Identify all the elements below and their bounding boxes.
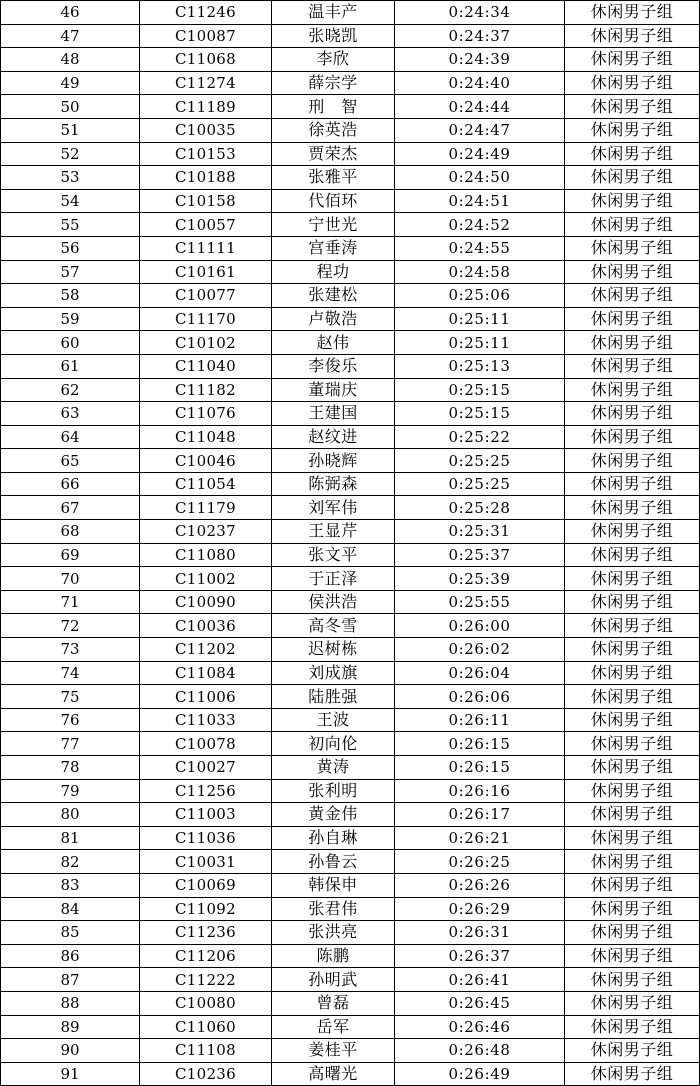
rank-cell: 75 (1, 685, 140, 709)
table-row (1, 236, 700, 260)
finish-time-cell: 0:25:25 (395, 472, 565, 496)
athlete-name-cell: 贾荣杰 (272, 142, 395, 166)
table-row (1, 1, 700, 25)
finish-time-cell: 0:26:00 (395, 614, 565, 638)
rank-cell: 73 (1, 638, 140, 662)
athlete-name-cell: 岳军 (272, 1015, 395, 1039)
table-row (1, 425, 700, 449)
table-row (1, 590, 700, 614)
finish-time-cell: 0:26:04 (395, 661, 565, 685)
bib-number-cell: C10153 (140, 142, 272, 166)
bib-number-cell: C11003 (140, 803, 272, 827)
category-cell: 休闲男子组 (565, 520, 700, 544)
athlete-name-cell: 李欣 (272, 48, 395, 72)
bib-number-cell: C11222 (140, 968, 272, 992)
finish-time-cell: 0:25:39 (395, 567, 565, 591)
category-cell: 休闲男子组 (565, 378, 700, 402)
athlete-name-cell: 赵纹进 (272, 425, 395, 449)
athlete-name-cell: 高曙光 (272, 1062, 395, 1086)
bib-number-cell: C11092 (140, 897, 272, 921)
bib-number-cell: C11006 (140, 685, 272, 709)
category-cell: 休闲男子组 (565, 991, 700, 1015)
finish-time-cell: 0:26:49 (395, 1062, 565, 1086)
bib-number-cell: C11111 (140, 236, 272, 260)
athlete-name-cell: 宫垂涛 (272, 236, 395, 260)
rank-cell: 91 (1, 1062, 140, 1086)
category-cell: 休闲男子组 (565, 331, 700, 355)
bib-number-cell: C11080 (140, 543, 272, 567)
category-cell: 休闲男子组 (565, 449, 700, 473)
category-cell: 休闲男子组 (565, 826, 700, 850)
category-cell: 休闲男子组 (565, 496, 700, 520)
rank-cell: 66 (1, 472, 140, 496)
rank-cell: 87 (1, 968, 140, 992)
bib-number-cell: C11033 (140, 708, 272, 732)
athlete-name-cell: 董瑞庆 (272, 378, 395, 402)
rank-cell: 71 (1, 590, 140, 614)
athlete-name-cell: 侯洪浩 (272, 590, 395, 614)
athlete-name-cell: 刘军伟 (272, 496, 395, 520)
category-cell: 休闲男子组 (565, 803, 700, 827)
rank-cell: 59 (1, 307, 140, 331)
athlete-name-cell: 王建国 (272, 402, 395, 426)
bib-number-cell: C11084 (140, 661, 272, 685)
finish-time-cell: 0:25:28 (395, 496, 565, 520)
finish-time-cell: 0:24:58 (395, 260, 565, 284)
athlete-name-cell: 李俊乐 (272, 354, 395, 378)
bib-number-cell: C10090 (140, 590, 272, 614)
finish-time-cell: 0:24:55 (395, 236, 565, 260)
table-row (1, 496, 700, 520)
category-cell: 休闲男子组 (565, 614, 700, 638)
bib-number-cell: C10046 (140, 449, 272, 473)
bib-number-cell: C10077 (140, 284, 272, 308)
finish-time-cell: 0:26:37 (395, 944, 565, 968)
category-cell: 休闲男子组 (565, 590, 700, 614)
table-row (1, 472, 700, 496)
finish-time-cell: 0:24:44 (395, 95, 565, 119)
bib-number-cell: C11256 (140, 779, 272, 803)
bib-number-cell: C11002 (140, 567, 272, 591)
finish-time-cell: 0:24:51 (395, 189, 565, 213)
bib-number-cell: C10027 (140, 756, 272, 780)
table-row (1, 260, 700, 284)
athlete-name-cell: 初向伦 (272, 732, 395, 756)
finish-time-cell: 0:25:15 (395, 378, 565, 402)
bib-number-cell: C11246 (140, 1, 272, 25)
rank-cell: 69 (1, 543, 140, 567)
rank-cell: 84 (1, 897, 140, 921)
athlete-name-cell: 刑 智 (272, 95, 395, 119)
finish-time-cell: 0:24:49 (395, 142, 565, 166)
finish-time-cell: 0:25:55 (395, 590, 565, 614)
table-row (1, 95, 700, 119)
bib-number-cell: C10031 (140, 850, 272, 874)
bib-number-cell: C11179 (140, 496, 272, 520)
table-row (1, 142, 700, 166)
finish-time-cell: 0:26:15 (395, 756, 565, 780)
table-row (1, 449, 700, 473)
category-cell: 休闲男子组 (565, 307, 700, 331)
rank-cell: 61 (1, 354, 140, 378)
category-cell: 休闲男子组 (565, 1062, 700, 1086)
table-row (1, 968, 700, 992)
category-cell: 休闲男子组 (565, 71, 700, 95)
table-row (1, 661, 700, 685)
finish-time-cell: 0:26:45 (395, 991, 565, 1015)
table-row (1, 732, 700, 756)
table-row (1, 803, 700, 827)
bib-number-cell: C10035 (140, 118, 272, 142)
finish-time-cell: 0:26:06 (395, 685, 565, 709)
category-cell: 休闲男子组 (565, 779, 700, 803)
rank-cell: 60 (1, 331, 140, 355)
table-row (1, 708, 700, 732)
category-cell: 休闲男子组 (565, 95, 700, 119)
bib-number-cell: C10069 (140, 873, 272, 897)
rank-cell: 79 (1, 779, 140, 803)
rank-cell: 55 (1, 213, 140, 237)
rank-cell: 53 (1, 166, 140, 190)
rank-cell: 74 (1, 661, 140, 685)
bib-number-cell: C11076 (140, 402, 272, 426)
rank-cell: 72 (1, 614, 140, 638)
category-cell: 休闲男子组 (565, 944, 700, 968)
athlete-name-cell: 黄金伟 (272, 803, 395, 827)
finish-time-cell: 0:24:52 (395, 213, 565, 237)
finish-time-cell: 0:25:25 (395, 449, 565, 473)
athlete-name-cell: 张利明 (272, 779, 395, 803)
finish-time-cell: 0:24:50 (395, 166, 565, 190)
rank-cell: 48 (1, 48, 140, 72)
category-cell: 休闲男子组 (565, 142, 700, 166)
category-cell: 休闲男子组 (565, 1039, 700, 1063)
category-cell: 休闲男子组 (565, 567, 700, 591)
rank-cell: 52 (1, 142, 140, 166)
category-cell: 休闲男子组 (565, 425, 700, 449)
category-cell: 休闲男子组 (565, 873, 700, 897)
athlete-name-cell: 温丰产 (272, 1, 395, 25)
table-row (1, 685, 700, 709)
athlete-name-cell: 黄涛 (272, 756, 395, 780)
table-row (1, 756, 700, 780)
bib-number-cell: C11202 (140, 638, 272, 662)
rank-cell: 68 (1, 520, 140, 544)
table-row (1, 284, 700, 308)
table-row (1, 166, 700, 190)
bib-number-cell: C10087 (140, 24, 272, 48)
rank-cell: 88 (1, 991, 140, 1015)
table-row (1, 1039, 700, 1063)
category-cell: 休闲男子组 (565, 708, 700, 732)
athlete-name-cell: 孙明武 (272, 968, 395, 992)
athlete-name-cell: 徐英浩 (272, 118, 395, 142)
results-table-body (1, 1, 700, 1086)
table-row (1, 543, 700, 567)
table-row (1, 921, 700, 945)
table-row (1, 520, 700, 544)
athlete-name-cell: 薛宗学 (272, 71, 395, 95)
rank-cell: 89 (1, 1015, 140, 1039)
finish-time-cell: 0:25:31 (395, 520, 565, 544)
athlete-name-cell: 刘成旗 (272, 661, 395, 685)
bib-number-cell: C10102 (140, 331, 272, 355)
table-row (1, 873, 700, 897)
category-cell: 休闲男子组 (565, 1, 700, 25)
rank-cell: 65 (1, 449, 140, 473)
athlete-name-cell: 赵伟 (272, 331, 395, 355)
category-cell: 休闲男子组 (565, 48, 700, 72)
athlete-name-cell: 宁世光 (272, 213, 395, 237)
category-cell: 休闲男子组 (565, 850, 700, 874)
bib-number-cell: C11182 (140, 378, 272, 402)
athlete-name-cell: 张洪亮 (272, 921, 395, 945)
finish-time-cell: 0:26:16 (395, 779, 565, 803)
rank-cell: 83 (1, 873, 140, 897)
athlete-name-cell: 陈鹏 (272, 944, 395, 968)
rank-cell: 57 (1, 260, 140, 284)
table-row (1, 614, 700, 638)
finish-time-cell: 0:26:48 (395, 1039, 565, 1063)
rank-cell: 78 (1, 756, 140, 780)
finish-time-cell: 0:26:11 (395, 708, 565, 732)
finish-time-cell: 0:24:40 (395, 71, 565, 95)
rank-cell: 86 (1, 944, 140, 968)
athlete-name-cell: 陈弼森 (272, 472, 395, 496)
bib-number-cell: C11054 (140, 472, 272, 496)
athlete-name-cell: 张文平 (272, 543, 395, 567)
category-cell: 休闲男子组 (565, 236, 700, 260)
finish-time-cell: 0:26:26 (395, 873, 565, 897)
rank-cell: 47 (1, 24, 140, 48)
bib-number-cell: C11048 (140, 425, 272, 449)
rank-cell: 67 (1, 496, 140, 520)
athlete-name-cell: 陆胜强 (272, 685, 395, 709)
finish-time-cell: 0:26:31 (395, 921, 565, 945)
category-cell: 休闲男子组 (565, 166, 700, 190)
table-row (1, 331, 700, 355)
finish-time-cell: 0:24:39 (395, 48, 565, 72)
rank-cell: 80 (1, 803, 140, 827)
category-cell: 休闲男子组 (565, 685, 700, 709)
finish-time-cell: 0:26:17 (395, 803, 565, 827)
athlete-name-cell: 王显芹 (272, 520, 395, 544)
bib-number-cell: C11068 (140, 48, 272, 72)
rank-cell: 81 (1, 826, 140, 850)
finish-time-cell: 0:24:37 (395, 24, 565, 48)
bib-number-cell: C11108 (140, 1039, 272, 1063)
category-cell: 休闲男子组 (565, 354, 700, 378)
bib-number-cell: C10080 (140, 991, 272, 1015)
athlete-name-cell: 程功 (272, 260, 395, 284)
rank-cell: 76 (1, 708, 140, 732)
bib-number-cell: C11206 (140, 944, 272, 968)
table-row (1, 1062, 700, 1086)
bib-number-cell: C10078 (140, 732, 272, 756)
rank-cell: 64 (1, 425, 140, 449)
finish-time-cell: 0:24:34 (395, 1, 565, 25)
rank-cell: 58 (1, 284, 140, 308)
category-cell: 休闲男子组 (565, 402, 700, 426)
bib-number-cell: C11189 (140, 95, 272, 119)
rank-cell: 63 (1, 402, 140, 426)
category-cell: 休闲男子组 (565, 118, 700, 142)
bib-number-cell: C11274 (140, 71, 272, 95)
finish-time-cell: 0:25:37 (395, 543, 565, 567)
athlete-name-cell: 王波 (272, 708, 395, 732)
finish-time-cell: 0:26:21 (395, 826, 565, 850)
category-cell: 休闲男子组 (565, 24, 700, 48)
bib-number-cell: C11036 (140, 826, 272, 850)
table-row (1, 213, 700, 237)
category-cell: 休闲男子组 (565, 638, 700, 662)
rank-cell: 49 (1, 71, 140, 95)
category-cell: 休闲男子组 (565, 661, 700, 685)
category-cell: 休闲男子组 (565, 472, 700, 496)
athlete-name-cell: 孙自琳 (272, 826, 395, 850)
rank-cell: 50 (1, 95, 140, 119)
rank-cell: 46 (1, 1, 140, 25)
bib-number-cell: C11040 (140, 354, 272, 378)
table-row (1, 991, 700, 1015)
category-cell: 休闲男子组 (565, 732, 700, 756)
category-cell: 休闲男子组 (565, 968, 700, 992)
finish-time-cell: 0:26:15 (395, 732, 565, 756)
bib-number-cell: C10236 (140, 1062, 272, 1086)
athlete-name-cell: 孙晓辉 (272, 449, 395, 473)
bib-number-cell: C10057 (140, 213, 272, 237)
bib-number-cell: C11170 (140, 307, 272, 331)
table-row (1, 378, 700, 402)
table-row (1, 944, 700, 968)
category-cell: 休闲男子组 (565, 260, 700, 284)
athlete-name-cell: 张建松 (272, 284, 395, 308)
bib-number-cell: C10161 (140, 260, 272, 284)
athlete-name-cell: 迟树栋 (272, 638, 395, 662)
athlete-name-cell: 韩保申 (272, 873, 395, 897)
athlete-name-cell: 张雅平 (272, 166, 395, 190)
finish-time-cell: 0:26:46 (395, 1015, 565, 1039)
finish-time-cell: 0:26:41 (395, 968, 565, 992)
table-row (1, 354, 700, 378)
table-row (1, 1015, 700, 1039)
finish-time-cell: 0:25:11 (395, 307, 565, 331)
table-row (1, 826, 700, 850)
bib-number-cell: C11060 (140, 1015, 272, 1039)
athlete-name-cell: 高冬雪 (272, 614, 395, 638)
category-cell: 休闲男子组 (565, 284, 700, 308)
table-row (1, 567, 700, 591)
rank-cell: 82 (1, 850, 140, 874)
rank-cell: 51 (1, 118, 140, 142)
table-row (1, 402, 700, 426)
table-row (1, 307, 700, 331)
finish-time-cell: 0:26:25 (395, 850, 565, 874)
rank-cell: 56 (1, 236, 140, 260)
category-cell: 休闲男子组 (565, 1015, 700, 1039)
table-row (1, 189, 700, 213)
finish-time-cell: 0:25:06 (395, 284, 565, 308)
rank-cell: 77 (1, 732, 140, 756)
table-row (1, 118, 700, 142)
rank-cell: 62 (1, 378, 140, 402)
finish-time-cell: 0:24:47 (395, 118, 565, 142)
athlete-name-cell: 曾磊 (272, 991, 395, 1015)
category-cell: 休闲男子组 (565, 756, 700, 780)
athlete-name-cell: 卢敬浩 (272, 307, 395, 331)
rank-cell: 85 (1, 921, 140, 945)
rank-cell: 90 (1, 1039, 140, 1063)
category-cell: 休闲男子组 (565, 921, 700, 945)
bib-number-cell: C10237 (140, 520, 272, 544)
category-cell: 休闲男子组 (565, 543, 700, 567)
table-row (1, 850, 700, 874)
category-cell: 休闲男子组 (565, 189, 700, 213)
finish-time-cell: 0:26:29 (395, 897, 565, 921)
finish-time-cell: 0:26:02 (395, 638, 565, 662)
athlete-name-cell: 代佰环 (272, 189, 395, 213)
athlete-name-cell: 于正泽 (272, 567, 395, 591)
table-row (1, 897, 700, 921)
finish-time-cell: 0:25:22 (395, 425, 565, 449)
athlete-name-cell: 孙鲁云 (272, 850, 395, 874)
athlete-name-cell: 张晓凯 (272, 24, 395, 48)
table-row (1, 71, 700, 95)
table-row (1, 638, 700, 662)
table-row (1, 48, 700, 72)
category-cell: 休闲男子组 (565, 213, 700, 237)
table-row (1, 779, 700, 803)
category-cell: 休闲男子组 (565, 897, 700, 921)
finish-time-cell: 0:25:15 (395, 402, 565, 426)
finish-time-cell: 0:25:13 (395, 354, 565, 378)
rank-cell: 54 (1, 189, 140, 213)
bib-number-cell: C11236 (140, 921, 272, 945)
athlete-name-cell: 姜桂平 (272, 1039, 395, 1063)
finish-time-cell: 0:25:11 (395, 331, 565, 355)
bib-number-cell: C10158 (140, 189, 272, 213)
table-row (1, 24, 700, 48)
athlete-name-cell: 张君伟 (272, 897, 395, 921)
bib-number-cell: C10036 (140, 614, 272, 638)
rank-cell: 70 (1, 567, 140, 591)
bib-number-cell: C10188 (140, 166, 272, 190)
